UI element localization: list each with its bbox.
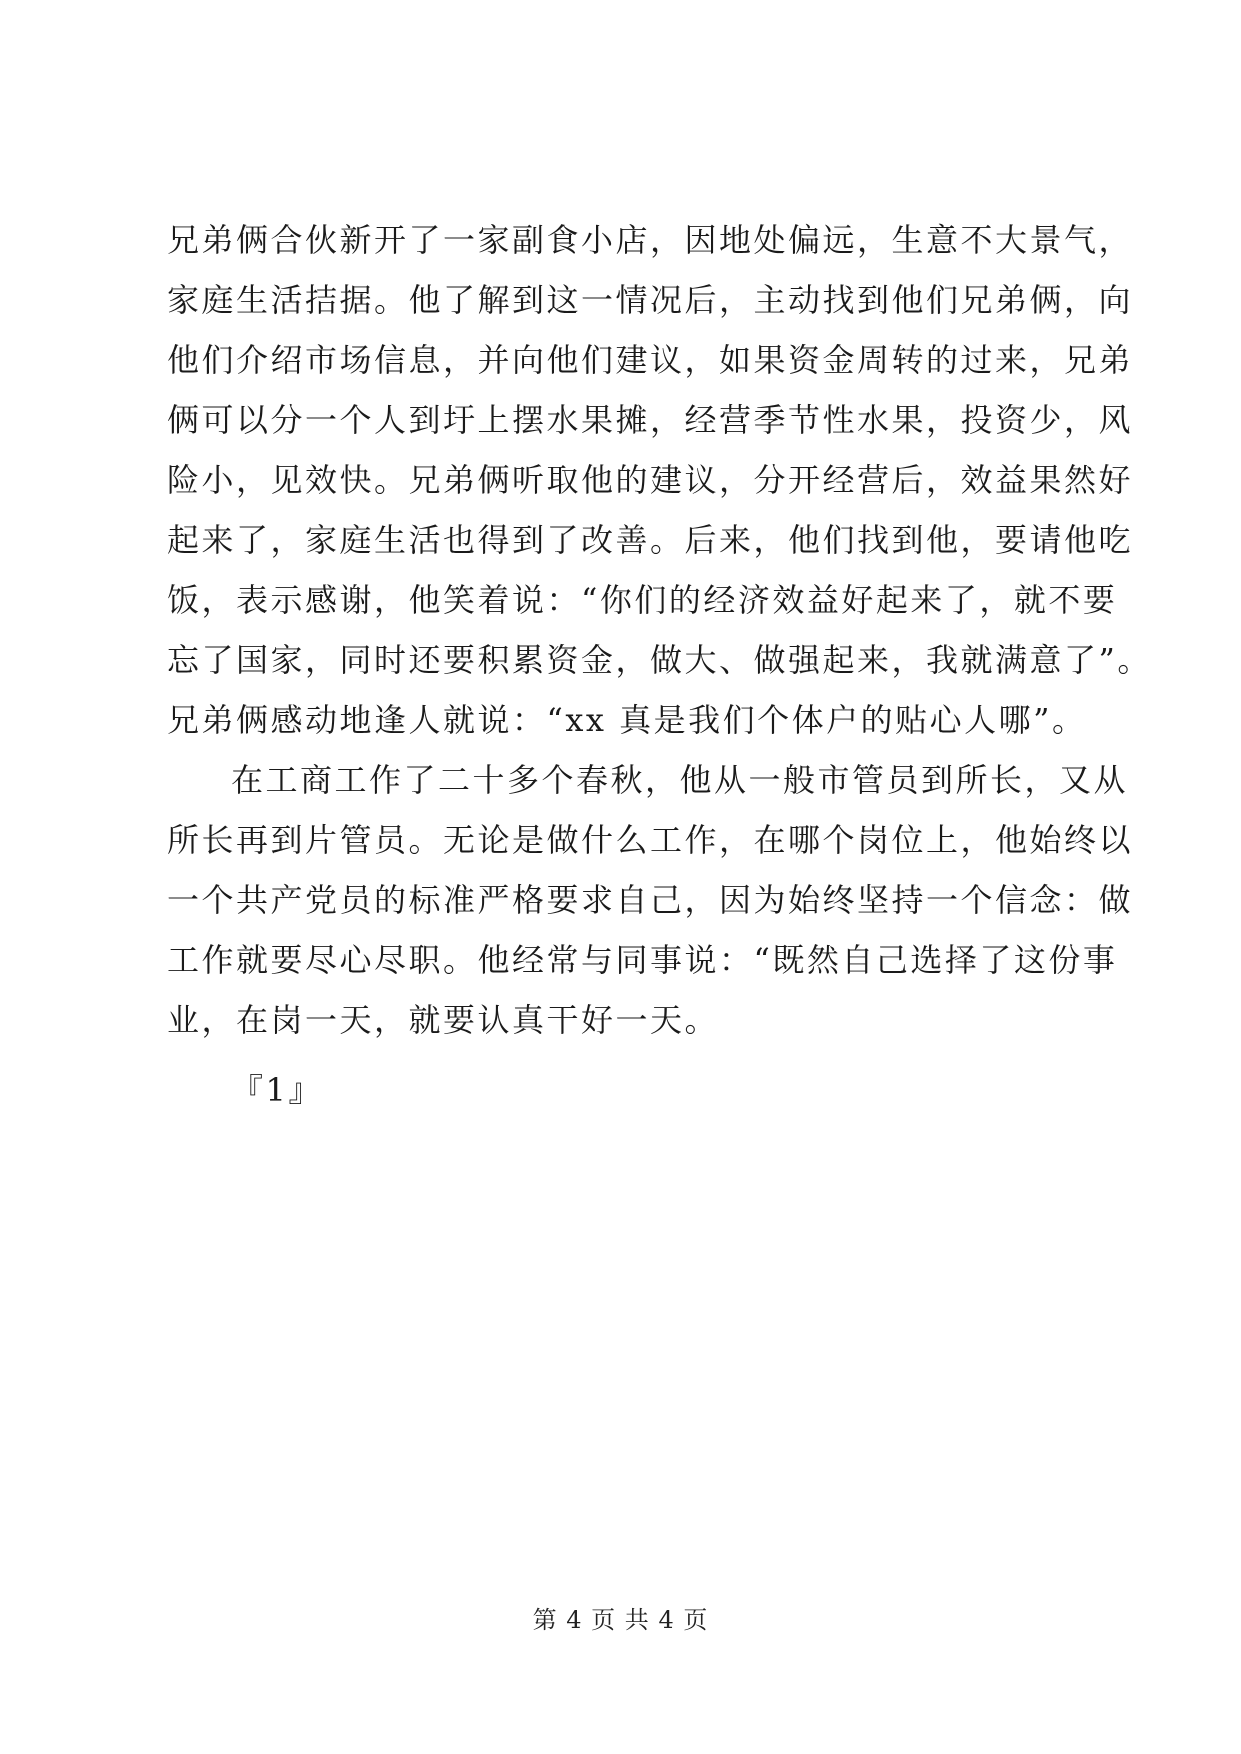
paragraph-line: 所长再到片管员。无论是做什么工作，在哪个岗位上，他始终以: [167, 821, 1134, 859]
paragraph-line: 工作就要尽心尽职。他经常与同事说：“既然自己选择了这份事: [167, 941, 1118, 979]
paragraph-line: 兄弟俩合伙新开了一家副食小店，因地处偏远，生意不大景气，: [167, 221, 1134, 259]
paragraph-line: 忘了国家，同时还要积累资金，做大、做强起来，我就满意了”。: [167, 641, 1152, 679]
paragraph-line: 俩可以分一个人到圩上摆水果摊，经营季节性水果，投资少，风: [167, 401, 1134, 439]
paragraph-line: 一个共产党员的标准严格要求自己，因为始终坚持一个信念：做: [167, 881, 1134, 919]
paragraph-line: 他们介绍市场信息，并向他们建议，如果资金周转的过来，兄弟: [167, 341, 1134, 379]
paragraph-line: 家庭生活拮据。他了解到这一情况后，主动找到他们兄弟俩，向: [167, 281, 1134, 319]
paragraph-line: 业，在岗一天，就要认真干好一天。: [167, 1001, 720, 1039]
paragraph-line: 起来了，家庭生活也得到了改善。后来，他们找到他，要请他吃: [167, 521, 1134, 559]
footnote-marker: 『1』: [231, 1071, 323, 1109]
paragraph-line: 兄弟俩感动地逢人就说：“xx 真是我们个体户的贴心人哪”。: [167, 701, 1087, 739]
paragraph-line: 饭，表示感谢，他笑着说：“你们的经济效益好起来了，就不要: [167, 581, 1118, 619]
body-text: [167, 210, 1152, 1120]
paragraph-line: 险小，见效快。兄弟俩听取他的建议，分开经营后，效益果然好: [167, 461, 1134, 499]
paragraph-line: 在工商工作了二十多个春秋，他从一般市管员到所长，又从: [231, 761, 1129, 799]
page-footer: 第 4 页 共 4 页: [532, 1606, 709, 1634]
